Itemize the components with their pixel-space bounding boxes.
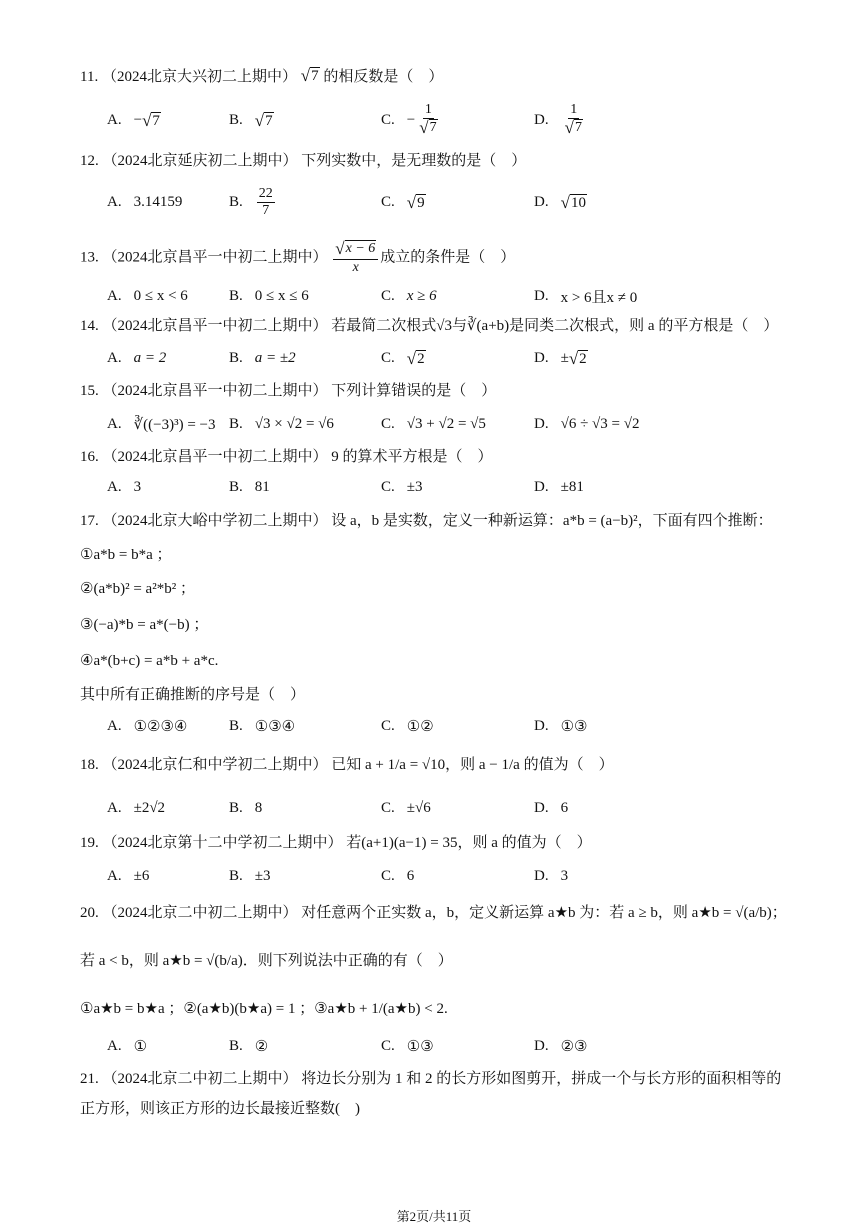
option-c: C. √ 2 (381, 348, 425, 368)
option-d: D. 1 √ 7 (534, 102, 582, 137)
option-d: D. √6 ÷ √3 = √2 (534, 415, 640, 432)
question-19: 19. （2024北京第十二中学初二上期中） 若(a+1)(a−1) = 35，则 a 的值为（ ） (80, 835, 592, 851)
page-footer: 第2页/共11页 (396, 1209, 472, 1224)
question-number: 11. (80, 69, 99, 85)
question-12: 12. （2024北京延庆初二上期中） 下列实数中，是无理数的是（ ） (80, 153, 527, 169)
math-fraction: √ x − 6 x (333, 240, 378, 276)
question-13: 13. （2024北京昌平一中初二上期中） √ x − 6 x 成立的条件是（ ） (80, 239, 516, 275)
options-16 (107, 467, 847, 507)
option-a: A. ±2√2 (107, 799, 166, 816)
option-c: C. ①③ (381, 1037, 434, 1055)
question-17: 17. （2024北京大峪中学初二上期中） 设 a，b 是实数，定义一种新运算：a*b = (a−b)²，下面有四个推断： (80, 513, 773, 529)
options-20 (107, 1026, 847, 1066)
options-14 (107, 338, 847, 378)
option-c: C. 6 (381, 867, 415, 884)
option-a: A. a = 2 (107, 349, 167, 366)
option-a: A. ∛((−3)³) = −3 (107, 415, 216, 433)
option-a: A. ①②③④ (107, 717, 188, 735)
option-d: D. 6 (534, 799, 569, 816)
option-b: B. 0 ≤ x ≤ 6 (229, 287, 309, 304)
question-21: 21. （2024北京二中初二上期中） 将边长分别为 1 和 2 的长方形如图剪开，拼成一个与长方形的面积相等的 (80, 1071, 782, 1087)
question-16: 16. （2024北京昌平一中初二上期中） 9 的算术平方根是（ ） (80, 449, 493, 465)
option-d: D. 3 (534, 867, 569, 884)
option-c: C. − 1 √ 7 (381, 102, 437, 137)
option-a: A. 3.14159 (107, 193, 183, 210)
option-c: C. ±3 (381, 478, 423, 495)
option-b: B. 8 (229, 799, 263, 816)
question-line: 若 a < b，则 a★b = √(b/a)．则下列说法中正确的有（ ） (80, 953, 453, 969)
options-19 (107, 856, 847, 896)
question-14: 14. （2024北京昌平一中初二上期中） 若最简二次根式√3与∛(a+b)是同类二次根式，则 a 的平方根是（ ） (80, 318, 779, 334)
options-13 (107, 276, 847, 316)
option-a: A. 3 (107, 478, 142, 495)
option-a: A. ① (107, 1037, 148, 1055)
option-d: D. x > 6且x ≠ 0 (534, 287, 638, 306)
question-18: 18. （2024北京仁和中学初二上期中） 已知 a + 1/a = √10，则 a − 1/a 的值为（ ） (80, 757, 614, 773)
math-sqrt7: √ 7 (300, 66, 319, 85)
question-line: ①a★b = b★a ；②(a★b)(b★a) = 1 ；③a★b + 1/(a★b) < 2. (80, 1001, 448, 1017)
options-12 (107, 182, 847, 222)
question-11 (80, 66, 443, 88)
option-d: D. ±81 (534, 478, 584, 495)
options-17 (107, 706, 847, 746)
question-20: 20. （2024北京二中初二上期中） 对任意两个正实数 a，b，定义新运算 a★b 为：若 a ≥ b，则 a★b = √(a/b)； (80, 905, 787, 921)
option-c: C. x ≥ 6 (381, 287, 437, 304)
question-15: 15. （2024北京昌平一中初二上期中） 下列计算错误的是（ ） (80, 383, 497, 399)
option-c: C. √ 9 (381, 192, 425, 212)
question-tail: 其中所有正确推断的序号是（ ） (80, 687, 306, 703)
option-a: A. 0 ≤ x < 6 (107, 287, 188, 304)
option-d: D. ± √ 2 (534, 348, 587, 368)
option-a: A. − √ 7 (107, 110, 160, 130)
inference-item: ①a*b = b*a ； (80, 547, 172, 563)
option-d: D. ①③ (534, 717, 588, 735)
option-b: B. ② (229, 1037, 269, 1055)
option-b: B. a = ±2 (229, 349, 296, 366)
inference-item: ②(a*b)² = a²*b² ； (80, 581, 195, 597)
option-c: C. √3 + √2 = √5 (381, 415, 486, 432)
option-d: D. √ 10 (534, 192, 586, 212)
options-15 (107, 404, 847, 444)
question-line: 正方形，则该正方形的边长最接近整数( ) (80, 1101, 360, 1117)
option-b: B. ±3 (229, 867, 271, 884)
option-c: C. ±√6 (381, 799, 431, 816)
option-d: D. ②③ (534, 1037, 588, 1055)
question-stem: 的相反数是（ ） (323, 69, 444, 85)
inference-item: ③(−a)*b = a*(−b) ； (80, 617, 209, 633)
option-b: B. 81 (229, 478, 270, 495)
option-a: A. ±6 (107, 867, 150, 884)
options-18 (107, 788, 847, 828)
option-b: B. ①③④ (229, 717, 296, 735)
option-b: B. √3 × √2 = √6 (229, 415, 334, 432)
option-c: C. ①② (381, 717, 434, 735)
question-source: （2024北京大兴初二上期中） (101, 69, 297, 85)
option-b: B. √ 7 (229, 110, 273, 130)
option-b: B. $\frac{22}{7}$ (229, 185, 273, 218)
inference-item: ④a*(b+c) = a*b + a*c. (80, 653, 219, 669)
options-11 (107, 100, 847, 140)
